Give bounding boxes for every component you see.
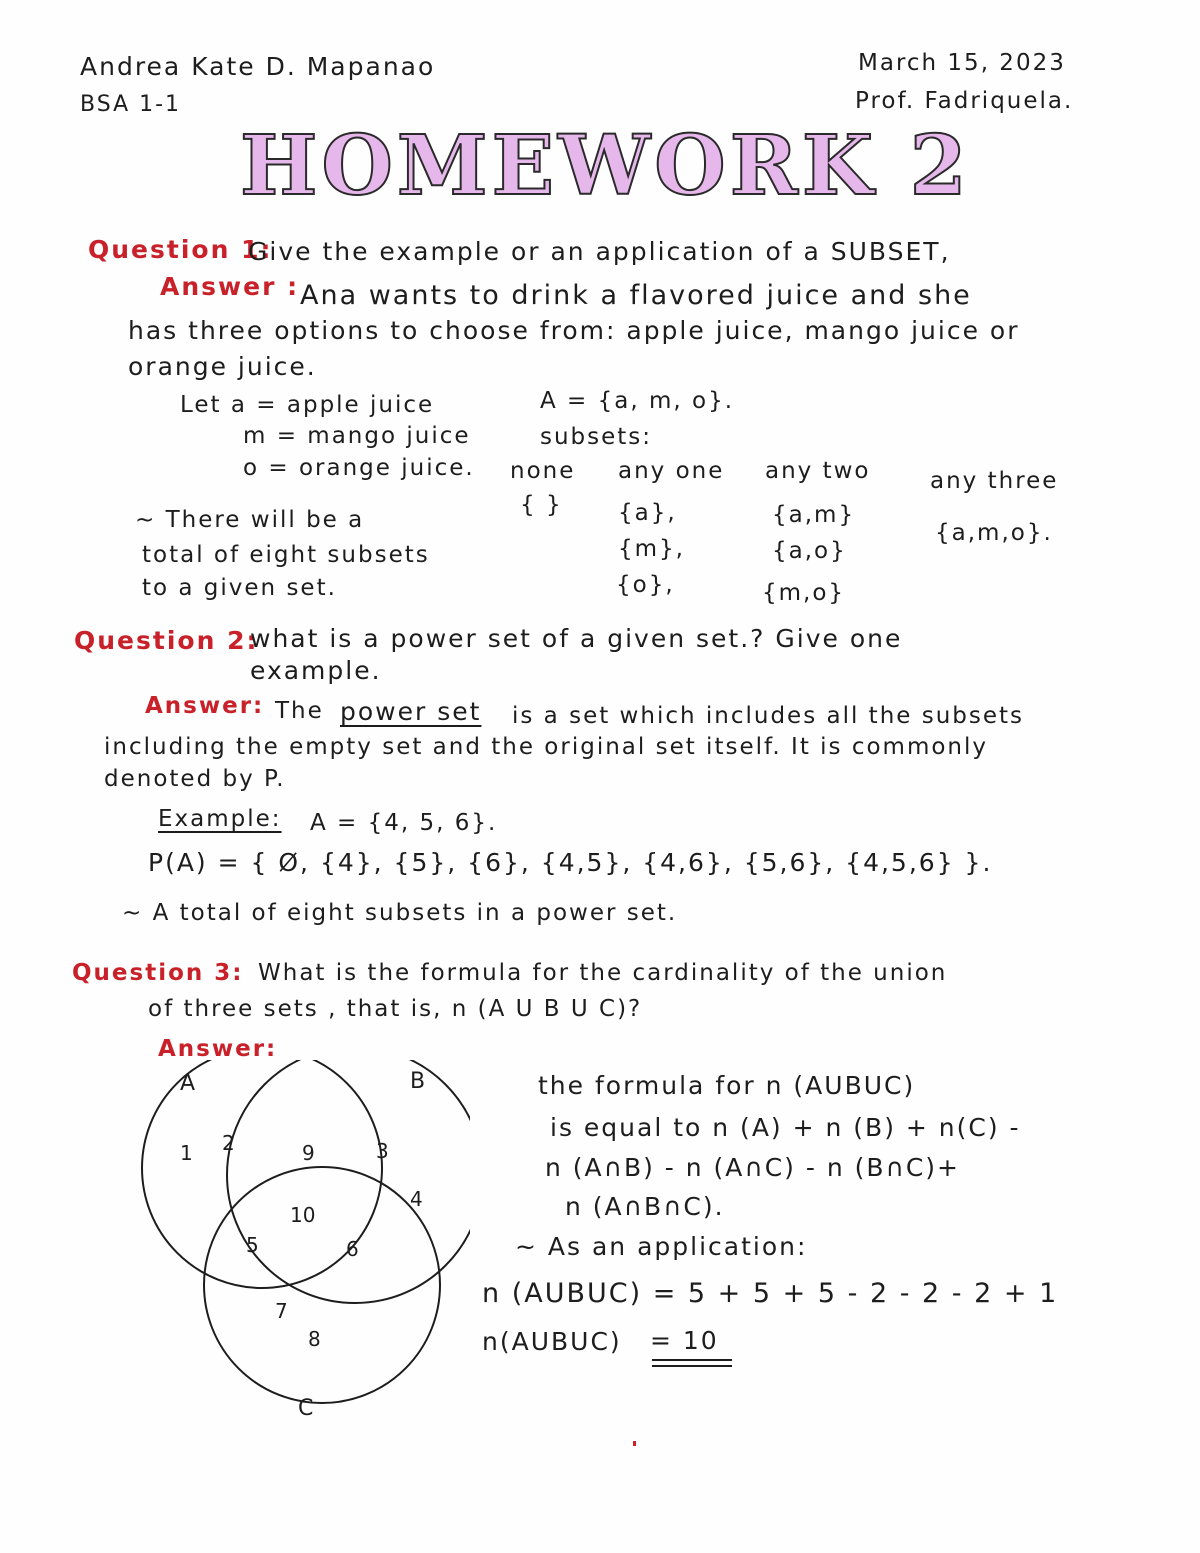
set-a-definition: A = {a, m, o}. [540,388,735,414]
subset-note-line-3: to a given set. [142,575,337,601]
power-set-term: power set [340,697,482,726]
venn-region-number: 4 [410,1187,423,1211]
subset-none-item: { } [520,492,563,518]
venn-region-number: 10 [290,1203,316,1227]
formula-line-1: the formula for n (AUBUC) [538,1071,916,1100]
answer-1-line-1: Ana wants to drink a flavored juice and she [300,280,972,311]
subset-three-item: {a,m,o}. [935,520,1053,546]
answer-3-label: Answer: [158,1036,278,1062]
venn-region-number: 8 [308,1327,321,1351]
venn-label-c: C [298,1396,314,1420]
question-3-text-line-2: of three sets , that is, n (A U B U C)? [148,996,643,1022]
result-left-side: n(AUBUC) [482,1327,622,1356]
subset-note-line-2: total of eight subsets [142,542,430,568]
example-label: Example: [158,806,282,832]
column-any-three-header: any three [930,468,1059,494]
application-label: ~ As an application: [515,1232,808,1261]
student-name: Andrea Kate D. Mapanao [80,52,436,81]
answer-2-label: Answer: [145,693,265,719]
column-none-header: none [510,458,576,484]
column-any-one-header: any one [618,458,725,484]
example-set: A = {4, 5, 6}. [310,810,498,836]
formula-line-3: n (A∩B) - n (A∩C) - n (B∩C)+ [545,1153,960,1182]
subset-one-item: {m}, [618,536,685,562]
venn-label-a: A [180,1071,196,1096]
subset-two-item: {a,o} [772,538,847,564]
venn-region-number: 9 [302,1141,315,1165]
answer-2-line-2: including the empty set and the original set itself. It is commonly [104,734,989,760]
formula-line-4: n (A∩B∩C). [565,1192,725,1221]
answer-2-line-3: denoted by P. [104,766,286,792]
answer-1-line-3: orange juice. [128,352,317,381]
venn-diagram [130,1060,470,1420]
paper-mark [633,1441,636,1446]
subset-one-item: {a}, [618,500,677,526]
subsets-label: subsets: [540,424,653,450]
subset-one-item: {o}, [616,572,675,598]
result-underline-top [652,1359,732,1361]
question-2-text-line-1: what is a power set of a given set.? Give one [250,624,903,653]
answer-1-label: Answer : [160,272,300,301]
subset-two-item: {m,o} [762,580,846,606]
page-title: HOMEWORK 2 [240,118,971,214]
column-any-two-header: any two [765,458,871,484]
result-right-side: = 10 [650,1326,719,1355]
venn-label-b: B [410,1069,426,1094]
venn-region-number: 6 [346,1237,359,1261]
formula-line-2: is equal to n (A) + n (B) + n(C) - [550,1113,1021,1142]
power-set-note: ~ A total of eight subsets in a power set. [122,900,678,926]
question-1-text: Give the example or an application of a SUBSET, [248,237,951,266]
venn-region-number: 1 [180,1141,193,1165]
question-2-text-line-2: example. [250,656,382,685]
venn-region-number: 3 [376,1139,389,1163]
question-2-label: Question 2: [74,626,259,655]
subset-two-item: {a,m} [772,502,856,528]
let-a-definition: Let a = apple juice [180,392,435,418]
professor-name: Prof. Fadriquela. [855,88,1074,114]
venn-region-number: 5 [246,1233,259,1257]
question-3-text-line-1: What is the formula for the cardinality of the union [258,960,948,986]
answer-2-line-1-post: is a set which includes all the subsets [512,703,1025,729]
power-set-listing: P(A) = { Ø, {4}, {5}, {6}, {4,5}, {4,6}, {5,6}, {4,5,6} }. [148,848,993,877]
venn-region-number: 7 [275,1299,288,1323]
application-calculation: n (AUBUC) = 5 + 5 + 5 - 2 - 2 - 2 + 1 [482,1278,1059,1309]
student-section: BSA 1-1 [80,92,182,117]
homework-date: March 15, 2023 [858,50,1066,76]
question-1-label: Question 1: [88,235,273,264]
subset-note-line-1: ~ There will be a [135,507,365,533]
answer-2-line-1-pre: The [275,698,324,724]
answer-1-line-2: has three options to choose from: apple juice, mango juice or [128,316,1020,345]
venn-region-number: 2 [222,1131,235,1155]
let-m-definition: m = mango juice [243,423,471,449]
let-o-definition: o = orange juice. [243,455,475,481]
result-underline-bottom [652,1365,732,1367]
question-3-label: Question 3: [72,960,244,986]
